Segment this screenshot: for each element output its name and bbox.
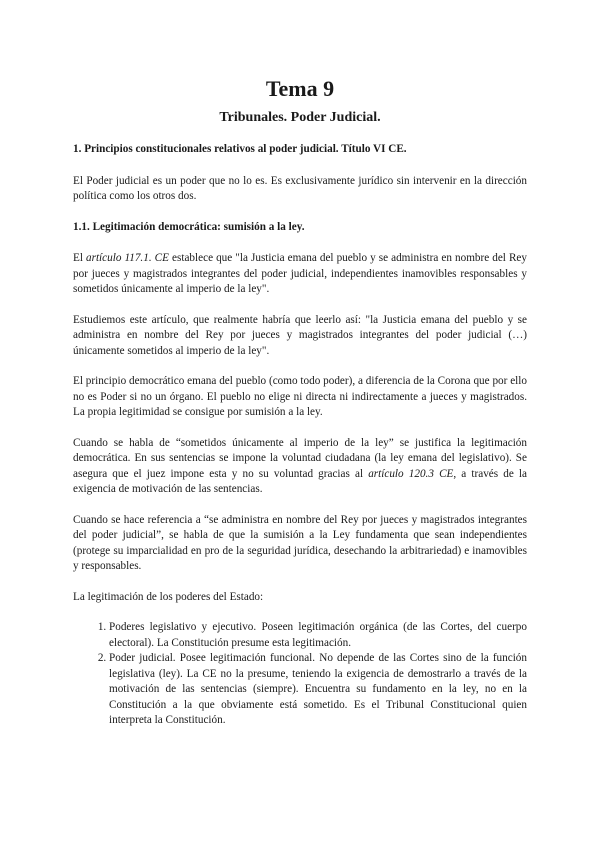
page-title: Tema 9 (265, 76, 335, 101)
document-body (73, 142, 527, 729)
paragraph-2-pre: El (73, 252, 86, 264)
paragraph-5-pre: Cuando se habla de “sometidos únicamente al imperio de la ley” se justifica la legitimación democrática. En sus sentencias se impone la voluntad ciudadana (la ley emana del legislativo). Se asegura que el juez impone esta y no su voluntad gracias al (73, 436, 527, 480)
list-item: 1. Poderes legislativo y ejecutivo. Poseen legitimación orgánica (de las Cortes, del cuerpo electoral). La Constitución presume esta legitimación. (109, 620, 527, 651)
paragraph-1: El Poder judicial es un poder que no lo es. Es exclusivamente jurídico sin intervenir en la dirección política como los otros dos. (73, 174, 527, 202)
paragraph-2 (73, 251, 527, 298)
page-subtitle: Tribunales. Poder Judicial. (219, 110, 381, 125)
paragraph-5-post: , a través de la exigencia de motivación de las sentencias. (73, 467, 528, 495)
paragraph-6: Cuando se hace referencia a “se administra en nombre del Rey por jueces y magistrados integrantes del poder judicial”, se habla de que la sumisión a la Ley fundamenta que sean independientes (protege su imparcialidad en pro de la seguridad jurídica, desechando la arbitrariedad) e inamovibles y responsables. (73, 513, 527, 572)
list-item: 2. Poder judicial. Posee legitimación funcional. No depende de las Cortes sino de la función legislativa (ley). La CE no la presume, teniendo la exigencia de demostrarlo a través de la motivación de las sentencias (siempre). Encuentra su fundamento en la ley, no en la Constitución a la que obviamente está sometido. Es el Tribunal Constitucional quien interpreta la Constitución. (109, 651, 527, 729)
article-120-reference: artículo 120.3 CE (368, 467, 454, 480)
paragraph-5 (73, 436, 527, 498)
section-1-1-heading: 1.1. Legitimación democrática: sumisión a la ley. (73, 220, 305, 233)
paragraph-7: La legitimación de los poderes del Estado: (73, 590, 264, 603)
paragraph-4: El principio democrático emana del pueblo (como todo poder), a diferencia de la Corona que por ello no es Poder si no un órgano. El pueblo no elige ni directa ni indirectamente a jueces y magistrados. La propia legitimidad se consigue por sumisión a la ley. (73, 375, 527, 418)
paragraph-3: Estudiemos este artículo, que realmente habría que leerlo así: "la Justicia emana del pueblo y se administra en nombre del Rey por jueces y magistrados integrantes del poder judicial (…) únicamente sometidos al imperio de la ley". (73, 313, 527, 357)
paragraph-2-post: establece que "la Justicia emana del pueblo y se administra en nombre del Rey por jueces y magistrados integrantes del poder judicial, independientes inamovibles responsables y sometidos únicamente al imperio de la ley". (73, 252, 527, 295)
section-1-heading: 1. Principios constitucionales relativos al poder judicial. Título VI CE. (73, 143, 407, 155)
article-117-reference: artículo 117.1. CE (86, 252, 169, 264)
legitimation-list (73, 620, 527, 729)
